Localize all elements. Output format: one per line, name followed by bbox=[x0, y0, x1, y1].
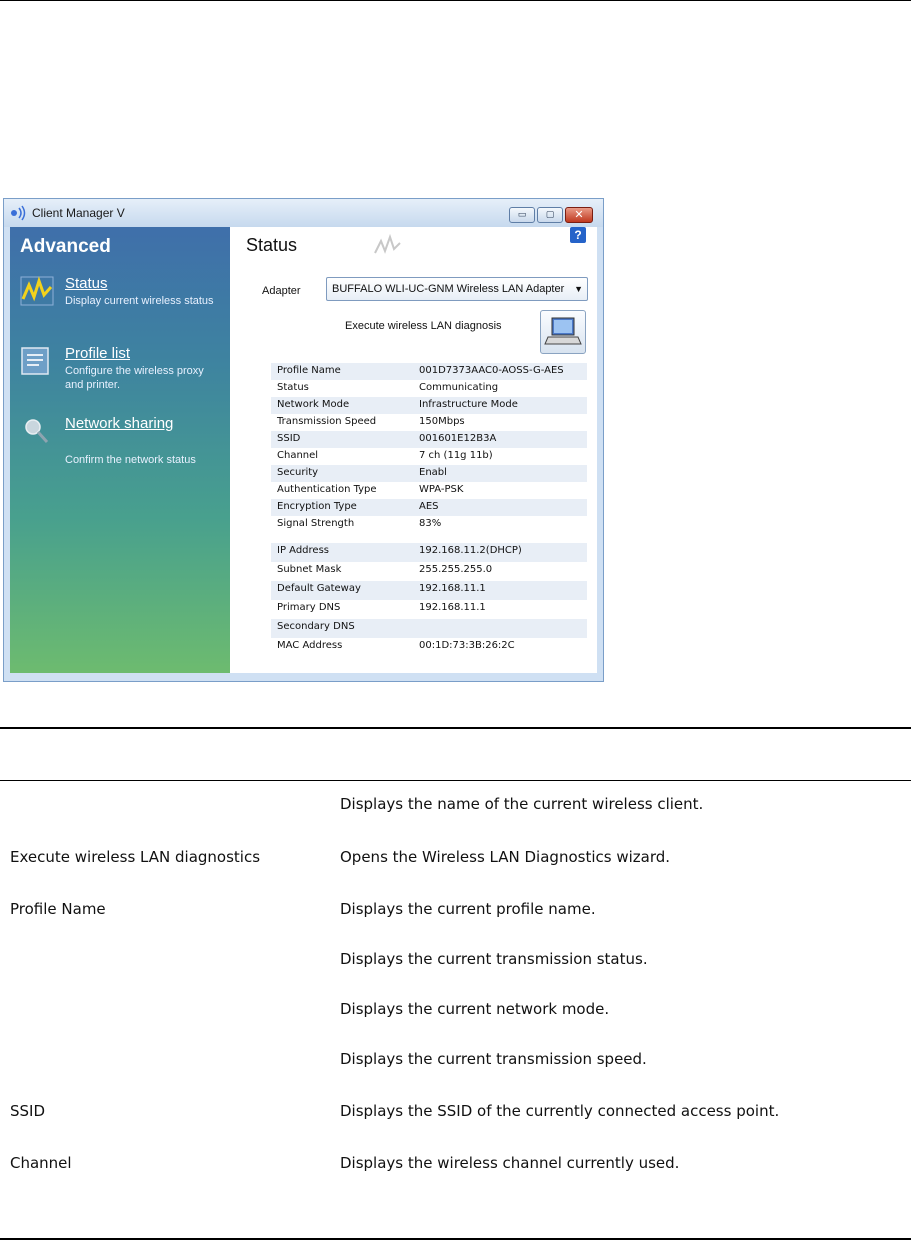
table-row bbox=[0, 950, 911, 972]
table-top-rule bbox=[0, 727, 911, 729]
adapter-label: Adapter bbox=[262, 285, 301, 297]
info-row-label: Channel bbox=[277, 450, 319, 461]
info-row-label: Encryption Type bbox=[277, 501, 357, 512]
info-row bbox=[271, 431, 587, 448]
info-row-value: 192.168.11.2(DHCP) bbox=[419, 545, 522, 556]
table-row bbox=[0, 1000, 911, 1022]
diagnosis-label: Execute wireless LAN diagnosis bbox=[345, 320, 502, 332]
table-row-description: Displays the current transmission status. bbox=[340, 950, 648, 968]
info-row bbox=[271, 363, 587, 380]
info-row-label: Security bbox=[277, 467, 319, 478]
table-header-rule bbox=[0, 780, 911, 781]
info-row-value: 192.168.11.1 bbox=[419, 602, 486, 613]
info-row-label: Profile Name bbox=[277, 365, 341, 376]
help-icon[interactable]: ? bbox=[570, 227, 586, 243]
info-row-label: IP Address bbox=[277, 545, 329, 556]
info-row bbox=[271, 543, 587, 562]
table-row-term: Channel bbox=[10, 1154, 72, 1172]
top-rule bbox=[0, 0, 911, 1]
adapter-select-value: BUFFALO WLI-UC-GNM Wireless LAN Adapter bbox=[332, 283, 565, 295]
info-row-value: 83% bbox=[419, 518, 442, 529]
table-row-description: Displays the current transmission speed. bbox=[340, 1050, 647, 1068]
sidebar bbox=[10, 227, 230, 673]
info-row-label: Secondary DNS bbox=[277, 621, 355, 632]
info-row bbox=[271, 638, 587, 657]
window-title: Client Manager V bbox=[32, 206, 125, 220]
diagnosis-button[interactable] bbox=[540, 310, 586, 354]
signal-wave-icon bbox=[373, 233, 403, 257]
info-row bbox=[271, 482, 587, 499]
adapter-select[interactable] bbox=[326, 277, 588, 301]
info-row-value: 001601E12B3A bbox=[419, 433, 497, 444]
sidebar-item-network-sharing-desc: Confirm the network status bbox=[65, 454, 196, 466]
info-row-value: 192.168.11.1 bbox=[419, 583, 486, 594]
table-row bbox=[0, 1102, 911, 1124]
info-row-value: Infrastructure Mode bbox=[419, 399, 518, 410]
title-bar[interactable] bbox=[4, 199, 603, 227]
info-row-label: SSID bbox=[277, 433, 301, 444]
info-row-value: 00:1D:73:3B:26:2C bbox=[419, 640, 515, 651]
sidebar-item-status-label[interactable]: Status bbox=[65, 275, 108, 292]
status-info-table bbox=[271, 363, 587, 533]
info-row-label: Signal Strength bbox=[277, 518, 355, 529]
page-title: Status bbox=[246, 235, 298, 255]
info-row-value: AES bbox=[419, 501, 439, 512]
info-row bbox=[271, 397, 587, 414]
laptop-icon bbox=[541, 311, 585, 353]
table-bottom-rule bbox=[0, 1238, 911, 1240]
table-row-description: Displays the current network mode. bbox=[340, 1000, 610, 1018]
table-row bbox=[0, 1050, 911, 1072]
info-row-value: 7 ch (11g 11b) bbox=[419, 450, 493, 461]
table-row bbox=[0, 848, 911, 870]
info-row-value: WPA-PSK bbox=[419, 484, 464, 495]
table-row-term: SSID bbox=[10, 1102, 46, 1120]
table-row-description: Opens the Wireless LAN Diagnostics wizard. bbox=[340, 848, 671, 866]
main-panel bbox=[230, 227, 597, 673]
magnifier-icon bbox=[20, 415, 54, 447]
info-row bbox=[271, 448, 587, 465]
network-info-table bbox=[271, 543, 587, 657]
info-row-label: Status bbox=[277, 382, 309, 393]
table-row-term: Profile Name bbox=[10, 900, 106, 918]
client-manager-window bbox=[3, 198, 604, 682]
profile-list-icon bbox=[20, 345, 54, 377]
sidebar-item-status-desc: Display current wireless status bbox=[65, 295, 214, 307]
table-row bbox=[0, 1154, 911, 1176]
maximize-button[interactable]: ▢ bbox=[537, 207, 563, 223]
table-row-description: Displays the name of the current wireless client. bbox=[340, 795, 704, 813]
info-row bbox=[271, 516, 587, 533]
info-row-label: Transmission Speed bbox=[277, 416, 377, 427]
info-row bbox=[271, 499, 587, 516]
info-row-value: 150Mbps bbox=[419, 416, 465, 427]
info-row bbox=[271, 562, 587, 581]
table-row bbox=[0, 795, 911, 817]
info-row-label: MAC Address bbox=[277, 640, 343, 651]
info-row-label: Network Mode bbox=[277, 399, 350, 410]
info-row bbox=[271, 414, 587, 431]
sidebar-item-network-sharing-label[interactable]: Network sharing bbox=[65, 415, 174, 432]
signal-graph-icon bbox=[20, 275, 54, 307]
info-row-value: Enabl bbox=[419, 467, 447, 478]
info-row-label: Primary DNS bbox=[277, 602, 341, 613]
table-row-description: Displays the current profile name. bbox=[340, 900, 596, 918]
info-row-value: 255.255.255.0 bbox=[419, 564, 493, 575]
info-row bbox=[271, 465, 587, 482]
table-row-term: Execute wireless LAN diagnostics bbox=[10, 848, 261, 866]
info-row bbox=[271, 600, 587, 619]
info-row-value: 001D7373AAC0-AOSS-G-AES bbox=[419, 365, 564, 376]
sidebar-item-profile-list-label[interactable]: Profile list bbox=[65, 345, 131, 362]
info-row bbox=[271, 380, 587, 397]
info-row bbox=[271, 619, 587, 638]
wireless-app-icon bbox=[9, 205, 27, 221]
info-row bbox=[271, 581, 587, 600]
sidebar-title: Advanced bbox=[20, 236, 111, 257]
minimize-button[interactable]: ▭ bbox=[509, 207, 535, 223]
table-row-description: Displays the wireless channel currently used. bbox=[340, 1154, 680, 1172]
table-row bbox=[0, 900, 911, 922]
info-row-label: Subnet Mask bbox=[277, 564, 342, 575]
sidebar-item-profile-list-desc: Configure the wireless proxy and printer. bbox=[65, 365, 204, 391]
info-row-label: Authentication Type bbox=[277, 484, 377, 495]
chevron-down-icon: ▼ bbox=[574, 284, 583, 294]
info-row-label: Default Gateway bbox=[277, 583, 361, 594]
info-row-value: Communicating bbox=[419, 382, 499, 393]
close-button[interactable]: ✕ bbox=[565, 207, 593, 223]
table-row-description: Displays the SSID of the currently connected access point. bbox=[340, 1102, 780, 1120]
